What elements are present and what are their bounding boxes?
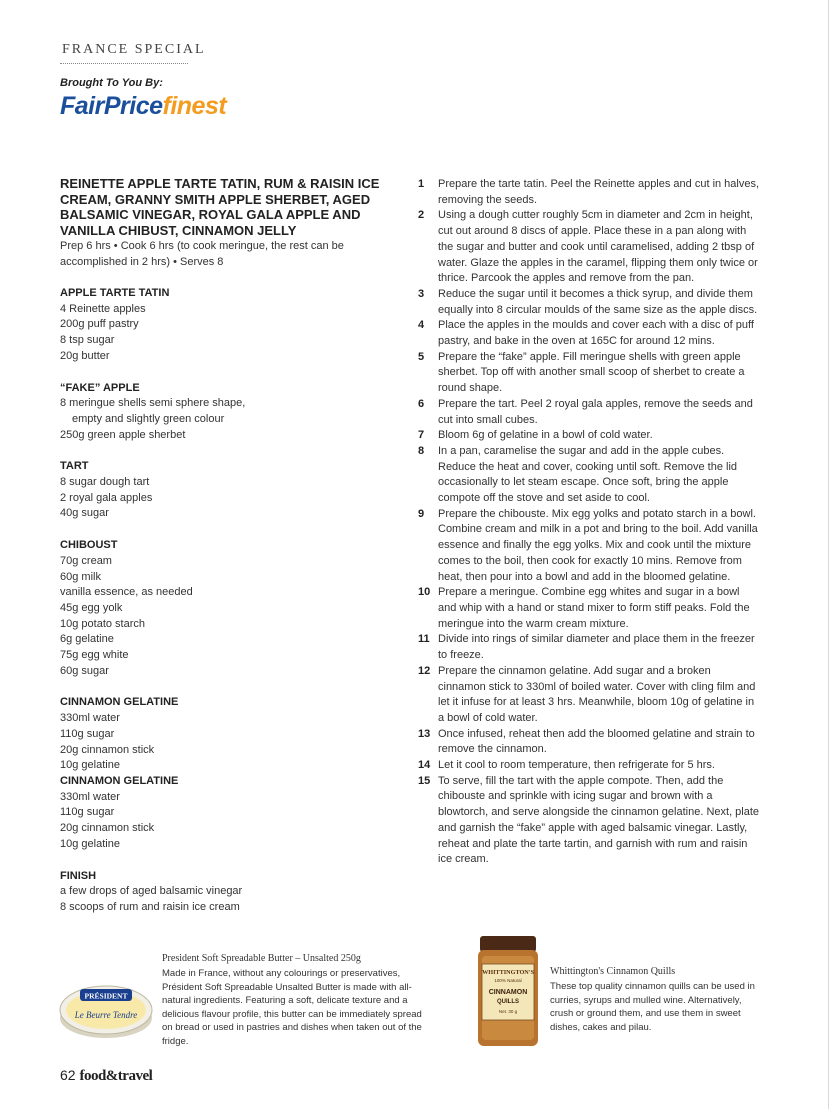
section-label: FRANCE SPECIAL (62, 42, 206, 57)
group-heading: “FAKE” APPLE (60, 381, 140, 394)
ingredient-item: 75g egg white (60, 649, 129, 662)
step-text: Place the apples in the moulds and cover each with a disc of puff pastry, and bake in the oven at 165C for around 12 mins. (438, 319, 754, 348)
method-step (418, 287, 760, 318)
step-number: 3 (418, 287, 425, 300)
cinnamon-product-text: These top quality cinnamon quills can be used in curries, syrups and mulled wine. Alternatively, crush or ground them, and use them in sweet dishes, cakes and pilau. (550, 981, 755, 1033)
ingredients-list (60, 286, 400, 916)
jar-sub-text: 100% Natural (494, 978, 522, 983)
method-step (418, 428, 760, 444)
method-step (418, 208, 760, 287)
step-text: Prepare the tarte tatin. Peel the Reinette apples and cut in halves, removing the seeds. (438, 178, 760, 206)
page-footer (60, 1067, 152, 1085)
ingredient-item: 250g green apple sherbet (60, 428, 186, 441)
step-number: 14 (418, 759, 431, 772)
method-step (418, 585, 760, 632)
ingredient-item: 20g butter (60, 349, 110, 362)
method-step (418, 632, 760, 663)
ingredient-item: 45g egg yolk (60, 601, 123, 614)
butter-brand-text: PRÉSIDENT (84, 991, 128, 1001)
method-step (418, 664, 760, 727)
method-step (418, 177, 760, 208)
ingredient-item: 60g milk (60, 570, 101, 583)
ingredient-item: 20g cinnamon stick (60, 822, 155, 835)
ingredient-item: 8 tsp sugar (60, 334, 115, 347)
group-heading: CINNAMON GELATINE (60, 774, 179, 787)
step-text: Prepare the chibouste. Mix egg yolks and potato starch in a bowl. Combine cream and milk in a pot and bring to the boil. Add vanilla essence and finally the egg yolks. Mix and cook until the mixture comes to the boil, then cook for exactly 10 mins. Remove from heat, then pour into a bowl and add in the bloomed gelatine. (438, 507, 758, 583)
logo-main-text: FairPrice (60, 92, 163, 120)
method-steps (418, 177, 760, 868)
ingredient-item: 60g sugar (60, 664, 109, 677)
step-text: Prepare the “fake” apple. Fill meringue shells with green apple sherbet. Top off with another small scoop of sherbet to create a round shape. (438, 350, 745, 395)
step-number: 2 (418, 209, 425, 222)
method-step (418, 774, 760, 868)
ingredient-item: 4 Reinette apples (60, 302, 146, 315)
ingredient-group-cinnamon-1 (60, 695, 400, 774)
recipe-title: REINETTE APPLE TARTE TATIN, RUM & RAISIN ICE CREAM, GRANNY SMITH APPLE SHERBET, AGED BALSAMIC VINEGAR, ROYAL GALA APPLE AND VANILLA CHIBUST, CINNAMON JELLY (60, 176, 380, 238)
ingredient-item: 40g sugar (60, 507, 109, 520)
group-heading: CHIBOUST (60, 539, 118, 552)
step-number: 12 (418, 664, 431, 677)
page-number: 62 (60, 1067, 76, 1083)
jar-name-text: CINNAMON (488, 989, 528, 996)
recipe-meta: Prep 6 hrs • Cook 6 hrs (to cook meringue, the rest can be accomplished in 2 hrs) • Serves 8 (60, 240, 344, 268)
ingredient-item: 2 royal gala apples (60, 491, 153, 504)
ingredient-item: 20g cinnamon stick (60, 743, 155, 756)
step-number: 6 (418, 397, 425, 410)
magazine-brand: food&travel (79, 1068, 153, 1084)
ingredient-item: 10g gelatine (60, 759, 120, 772)
method-step (418, 507, 760, 586)
step-text: Prepare the tart. Peel 2 royal gala apples, remove the seeds and cut into small cubes. (438, 397, 753, 426)
step-text: Using a dough cutter roughly 5cm in diameter and 2cm in height, cut out around 8 discs of apple. Place these in a pan along with the sugar and butter and cook until caramelised, adding 2 tbsp of water. Glaze the apples in the caramel, flipping them only twice or thrice. Parcook the apples and remove from the pan. (438, 209, 758, 285)
ingredient-group-cinnamon-2 (60, 774, 400, 853)
sponsor-logo (60, 92, 226, 121)
cinnamon-jar-image (474, 934, 542, 1050)
group-heading: FINISH (60, 869, 97, 882)
jar-name2-text: QUILLS (497, 999, 519, 1005)
ingredient-item: 330ml water (60, 790, 120, 803)
step-number: 1 (418, 178, 425, 190)
ingredient-group-finish (60, 869, 400, 916)
method-step (418, 318, 760, 349)
butter-product-text: Made in France, without any colourings or preservatives, Président Soft Spreadable Unsalted Butter is made with all-natural ingredients. Featuring a soft, delicate texture and a delicious flavour profile, this butter can be immediately spread on bread or used in pastries and dishes when taken out of the fridge. (162, 968, 422, 1047)
jar-weight-text: Net. 30 g (498, 1009, 518, 1014)
ingredient-item: empty and slightly green colour (72, 412, 225, 425)
step-number: 7 (418, 429, 425, 442)
butter-tub-image (58, 980, 154, 1040)
ingredient-item: 200g puff pastry (60, 318, 139, 331)
sponsor-label: Brought To You By: (60, 77, 163, 89)
ingredient-item: 110g sugar (60, 806, 115, 819)
logo-accent-text: finest (162, 92, 227, 120)
ingredient-item: 8 meringue shells semi sphere shape, (60, 397, 246, 410)
ingredient-item: 70g cream (60, 554, 112, 567)
step-number: 9 (418, 507, 425, 520)
cinnamon-product-blurb (550, 966, 760, 1034)
step-text: Prepare a meringue. Combine egg whites and sugar in a bowl and whip with a hand or stand mixer to form stiff peaks. Fold the meringue into the warm cream mixture. (438, 586, 750, 630)
step-text: Reduce the sugar until it becomes a thick syrup, and divide them equally into 8 circular moulds of the same size as the apple discs. (438, 287, 758, 316)
page-edge-rule (828, 0, 829, 1109)
method-step (418, 397, 760, 428)
step-text: Bloom 6g of gelatine in a bowl of cold water. (438, 429, 653, 442)
step-number: 5 (418, 350, 425, 363)
butter-pack-name: Le Beurre Tendre (74, 1010, 138, 1020)
group-heading: TART (60, 460, 89, 473)
step-text: Divide into rings of similar diameter and place them in the freezer to freeze. (438, 633, 755, 662)
step-text: Once infused, reheat then add the bloomed gelatine and strain to remove the cinnamon. (438, 727, 755, 756)
ingredient-item: 8 sugar dough tart (60, 476, 150, 489)
method-step (418, 444, 760, 507)
method-step (418, 350, 760, 397)
step-text: To serve, fill the tart with the apple compote. Then, add the chibouste and sprinkle with icing sugar and brown with a blowtorch, and serve alongside the cinnamon gelatine. Next, plate and garnish the “fake” apple with aged balsamic vinegar. Lastly, reheat and plate the tarte tartin, and garnish with rum and raisin ice cream. (438, 774, 760, 866)
jar-brand-text: WHITTINGTON'S (482, 969, 534, 976)
step-number: 11 (418, 633, 430, 646)
ingredient-item: 10g potato starch (60, 617, 146, 630)
ingredient-item: 330ml water (60, 712, 120, 725)
ingredient-item: 6g gelatine (60, 633, 114, 646)
ingredient-item: vanilla essence, as needed (60, 586, 193, 599)
butter-product-blurb (162, 953, 434, 1048)
group-heading: CINNAMON GELATINE (60, 696, 179, 709)
ingredient-item: 8 scoops of rum and raisin ice cream (60, 900, 240, 913)
ingredient-item: a few drops of aged balsamic vinegar (60, 885, 243, 898)
ingredient-group-apple-tarte (60, 286, 400, 365)
step-text: Prepare the cinnamon gelatine. Add sugar and a broken cinnamon stick to 330ml of boiled water. Cover with cling film and let it infuse for at least 3 hrs. Meanwhile, bloom 10g of gelatine in a bowl of cold water. (438, 664, 756, 724)
ingredient-group-chiboust (60, 538, 400, 679)
step-number: 15 (418, 774, 431, 787)
ingredient-item: 110g sugar (60, 727, 115, 740)
step-number: 8 (418, 444, 425, 457)
group-heading: APPLE TARTE TATIN (60, 287, 170, 299)
section-divider (60, 63, 188, 64)
step-number: 13 (418, 727, 431, 740)
step-text: Let it cool to room temperature, then refrigerate for 5 hrs. (438, 759, 715, 772)
ingredient-group-tart (60, 459, 400, 522)
ingredient-group-fake-apple (60, 381, 400, 444)
step-number: 4 (418, 319, 425, 332)
step-number: 10 (418, 586, 431, 599)
ingredient-item: 10g gelatine (60, 837, 120, 850)
step-text: In a pan, caramelise the sugar and add in the apple cubes. Reduce the heat and cover, cooking until soft. Remove the lid occasionally to let steam escape. Once soft, bring the apple compote off the stove and set aside to cool. (438, 444, 738, 505)
butter-product-title: President Soft Spreadable Butter – Unsalted 250g (162, 953, 361, 964)
cinnamon-product-title: Whittington's Cinnamon Quills (550, 966, 676, 977)
method-step (418, 758, 760, 774)
method-step (418, 727, 760, 758)
